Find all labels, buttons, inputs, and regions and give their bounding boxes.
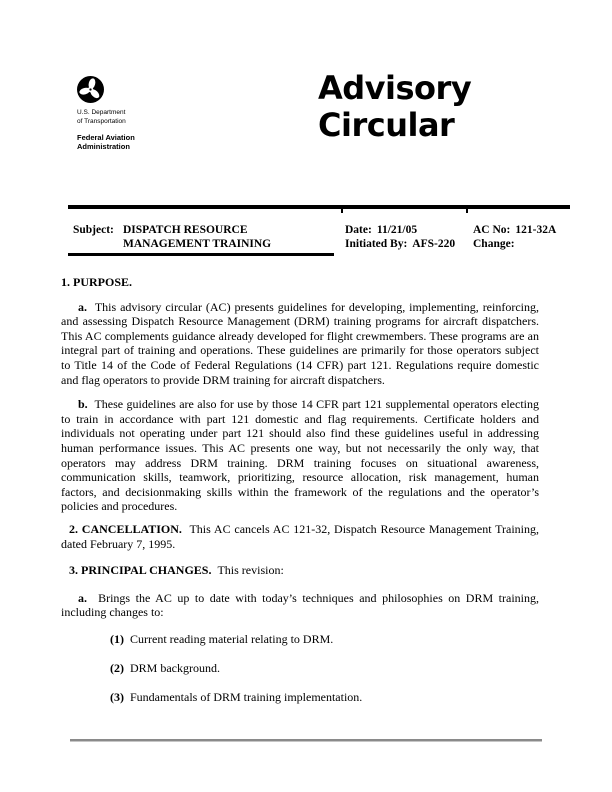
column-tick [466, 209, 468, 213]
change-item-2 [61, 661, 539, 676]
initiated-by-value: AFS-220 [412, 238, 456, 250]
column-tick [341, 209, 343, 213]
subject-column [68, 223, 345, 251]
date-row [345, 223, 473, 237]
dept-of-transportation-name [77, 108, 126, 126]
principal-changes-text: This revision: [217, 563, 284, 578]
title-line-1: Advisory [318, 69, 472, 107]
change-row [473, 237, 570, 251]
paragraph-1b-lead: b. [78, 397, 88, 412]
change-item-3-text: Fundamentals of DRM training implementation. [130, 690, 363, 705]
ac-no-value: 121-32A [515, 224, 557, 236]
advisory-circular-title [318, 70, 471, 144]
principal-changes-heading: 3. PRINCIPAL CHANGES. [69, 563, 212, 578]
change-item-3-number: (3) [110, 690, 124, 705]
subject-columns [68, 209, 570, 251]
paragraph-3a [61, 591, 539, 620]
subject-label: Subject: [73, 224, 114, 236]
subject-value [123, 223, 271, 251]
change-item-2-text: DRM background. [130, 661, 220, 676]
document-body [61, 275, 539, 705]
date-column [345, 223, 473, 251]
cancellation-text: This AC cancels AC 121-32, Dispatch Resource Management Training, dated February 7, 1995. [61, 521, 539, 551]
faa-line-2: Administration [77, 141, 130, 151]
faa-name [77, 134, 135, 151]
title-line-2: Circular [318, 106, 455, 144]
change-item-3 [61, 690, 539, 705]
subject-rule-bottom [68, 253, 334, 256]
change-item-1 [61, 632, 539, 647]
ac-no-label: AC No: [473, 224, 511, 236]
date-label: Date: [345, 224, 372, 236]
change-item-1-number: (1) [110, 631, 124, 646]
paragraph-1b-text: These guidelines are also for use by those 14 CFR part 121 supplemental operators electing to train in accordance with part 121 domestic and flag requirements. Certificate holders and individuals not operating under part 121 should also find these guidelines useful in addressing human performance issues. This AC presents one way, but not necessarily the only way, that operators may address DRM training. DRM training focuses on situational awareness, communication skills, teamwork, prioritizing, resource allocation, risk management, human factors, and decisionmaking skills within the framework of the regulations and the operator’s policies and procedures. [61, 397, 539, 514]
paragraph-1a-lead: a. [78, 299, 87, 314]
initiated-by-label: Initiated By: [345, 238, 408, 250]
change-label: Change: [473, 238, 515, 250]
subject-value-line-1: DISPATCH RESOURCE [123, 224, 248, 236]
dept-line-2: of Transportation [77, 118, 126, 125]
initiated-by-row [345, 237, 473, 251]
ac-number-column [473, 223, 570, 251]
section-principal-changes [61, 563, 539, 578]
change-item-2-number: (2) [110, 661, 124, 676]
subject-rule-top [68, 205, 570, 209]
section-cancellation [61, 522, 539, 551]
ac-no-row [473, 223, 570, 237]
subject-block [68, 205, 570, 256]
subject-value-line-2: MANAGEMENT TRAINING [123, 238, 272, 250]
change-item-1-text: Current reading material relating to DRM. [130, 631, 334, 646]
dept-line-1: U.S. Department [77, 109, 126, 116]
section-heading-purpose: 1. PURPOSE. [61, 275, 133, 289]
paragraph-1b [61, 397, 539, 514]
paragraph-1a [61, 300, 539, 388]
paragraph-1a-text: This advisory circular (AC) presents guidelines for developing, implementing, reinforcing, and assessing Dispatch Resource Management (DRM) training programs for aircraft dispatchers. This AC complements guidance already developed for flight crewmembers. These programs are an integral part of training and operations. These guidelines are primarily for those operators subject to Title 14 of the Code of Federal Regulations (14 CFR) part 121. Regulations require domestic and flag operators to provide DRM training for aircraft dispatchers. [61, 299, 539, 387]
paragraph-3a-text: Brings the AC up to date with today’s techniques and philosophies on DRM training, including changes to: [61, 590, 540, 620]
cancellation-heading: 2. CANCELLATION. [69, 521, 182, 536]
paragraph-3a-lead: a. [78, 590, 87, 605]
date-value: 11/21/05 [376, 224, 418, 236]
footer-rule [70, 739, 542, 742]
faa-line-1: Federal Aviation [77, 133, 135, 142]
us-dot-logo-icon [77, 76, 104, 103]
